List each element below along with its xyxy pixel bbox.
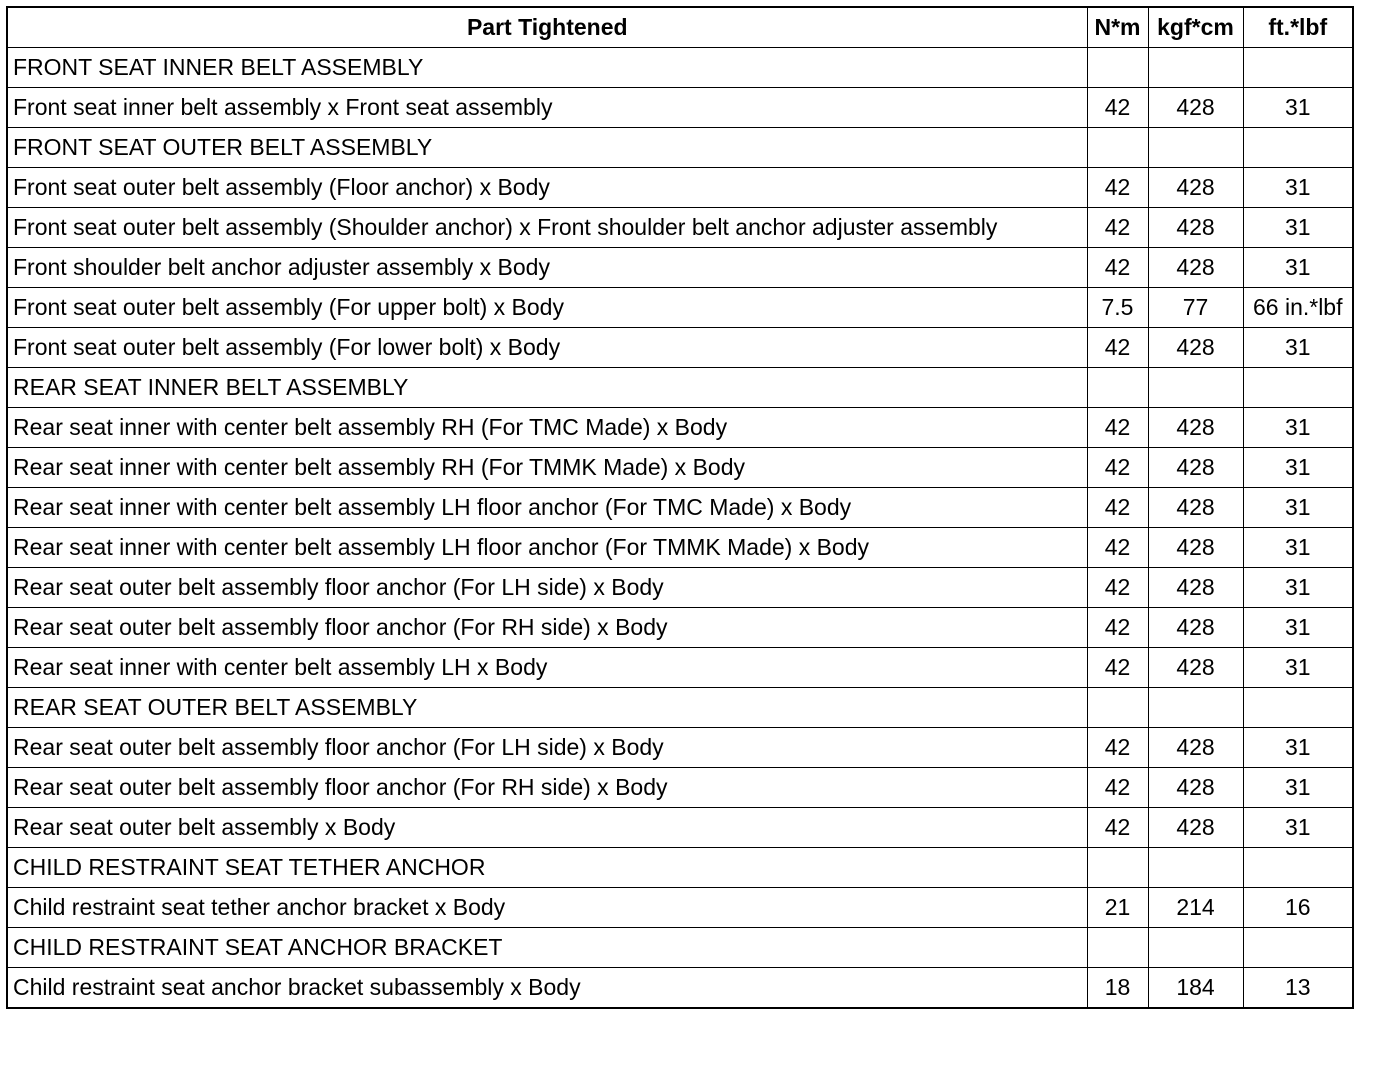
part-cell: Rear seat inner with center belt assembly RH (For TMMK Made) x Body [7,448,1087,488]
table-row [7,568,1353,608]
ft-lbf-cell: 16 [1243,888,1353,928]
table-row [7,328,1353,368]
ft-lbf-cell: 31 [1243,168,1353,208]
nm-cell: 21 [1087,888,1148,928]
nm-cell: 42 [1087,408,1148,448]
part-cell: CHILD RESTRAINT SEAT ANCHOR BRACKET [7,928,1087,968]
part-cell: Front seat inner belt assembly x Front seat assembly [7,88,1087,128]
part-cell: Rear seat inner with center belt assembly LH floor anchor (For TMMK Made) x Body [7,528,1087,568]
table-row [7,648,1353,688]
part-cell: Front seat outer belt assembly (For upper bolt) x Body [7,288,1087,328]
table-row [7,248,1353,288]
ft-lbf-cell: 31 [1243,88,1353,128]
kgf-cm-cell [1148,128,1243,168]
ft-lbf-cell: 13 [1243,968,1353,1009]
table-row [7,888,1353,928]
kgf-cm-cell [1148,928,1243,968]
kgf-cm-cell: 428 [1148,488,1243,528]
kgf-cm-cell: 428 [1148,168,1243,208]
nm-cell: 42 [1087,488,1148,528]
kgf-cm-cell: 428 [1148,88,1243,128]
ft-lbf-cell [1243,128,1353,168]
nm-cell [1087,848,1148,888]
nm-cell: 42 [1087,648,1148,688]
nm-cell [1087,128,1148,168]
table-row [7,688,1353,728]
part-cell: Rear seat outer belt assembly floor anchor (For LH side) x Body [7,568,1087,608]
ft-lbf-cell [1243,688,1353,728]
table-row [7,928,1353,968]
part-cell: REAR SEAT OUTER BELT ASSEMBLY [7,688,1087,728]
ft-lbf-cell: 31 [1243,408,1353,448]
ft-lbf-cell: 66 in.*lbf [1243,288,1353,328]
nm-cell: 42 [1087,528,1148,568]
ft-lbf-cell: 31 [1243,808,1353,848]
table-row [7,128,1353,168]
table-body [7,48,1353,1009]
part-cell: Rear seat outer belt assembly x Body [7,808,1087,848]
kgf-cm-cell: 428 [1148,328,1243,368]
part-cell: FRONT SEAT OUTER BELT ASSEMBLY [7,128,1087,168]
nm-cell: 7.5 [1087,288,1148,328]
ft-lbf-cell: 31 [1243,248,1353,288]
part-cell: Front seat outer belt assembly (For lower bolt) x Body [7,328,1087,368]
table-row [7,168,1353,208]
kgf-cm-cell: 428 [1148,648,1243,688]
kgf-cm-cell: 428 [1148,408,1243,448]
kgf-cm-cell [1148,368,1243,408]
table-row [7,288,1353,328]
header-part-tightened: Part Tightened [7,7,1087,48]
ft-lbf-cell: 31 [1243,528,1353,568]
kgf-cm-cell [1148,48,1243,88]
part-cell: Rear seat inner with center belt assembly LH x Body [7,648,1087,688]
part-cell: Front shoulder belt anchor adjuster assembly x Body [7,248,1087,288]
table-row [7,488,1353,528]
table-row [7,528,1353,568]
kgf-cm-cell: 428 [1148,808,1243,848]
nm-cell: 18 [1087,968,1148,1009]
part-cell: Front seat outer belt assembly (Shoulder anchor) x Front shoulder belt anchor adjuster assembly [7,208,1087,248]
ft-lbf-cell [1243,368,1353,408]
ft-lbf-cell: 31 [1243,448,1353,488]
kgf-cm-cell: 428 [1148,208,1243,248]
part-cell: Rear seat outer belt assembly floor anchor (For LH side) x Body [7,728,1087,768]
kgf-cm-cell: 428 [1148,608,1243,648]
header-kgf-cm: kgf*cm [1148,7,1243,48]
part-cell: Rear seat inner with center belt assembly LH floor anchor (For TMC Made) x Body [7,488,1087,528]
kgf-cm-cell: 77 [1148,288,1243,328]
part-cell: Rear seat outer belt assembly floor anchor (For RH side) x Body [7,768,1087,808]
part-cell: REAR SEAT INNER BELT ASSEMBLY [7,368,1087,408]
ft-lbf-cell: 31 [1243,568,1353,608]
table-row [7,808,1353,848]
part-cell: Child restraint seat anchor bracket subassembly x Body [7,968,1087,1009]
nm-cell: 42 [1087,328,1148,368]
ft-lbf-cell: 31 [1243,648,1353,688]
kgf-cm-cell [1148,688,1243,728]
part-cell: Front seat outer belt assembly (Floor anchor) x Body [7,168,1087,208]
table-row [7,968,1353,1009]
nm-cell [1087,368,1148,408]
table-row [7,848,1353,888]
nm-cell [1087,48,1148,88]
kgf-cm-cell [1148,848,1243,888]
nm-cell: 42 [1087,768,1148,808]
part-cell: Child restraint seat tether anchor bracket x Body [7,888,1087,928]
ft-lbf-cell: 31 [1243,608,1353,648]
table-row [7,728,1353,768]
ft-lbf-cell: 31 [1243,488,1353,528]
nm-cell: 42 [1087,808,1148,848]
ft-lbf-cell: 31 [1243,728,1353,768]
kgf-cm-cell: 214 [1148,888,1243,928]
header-nm: N*m [1087,7,1148,48]
nm-cell: 42 [1087,568,1148,608]
ft-lbf-cell [1243,928,1353,968]
header-ft-lbf: ft.*lbf [1243,7,1353,48]
kgf-cm-cell: 428 [1148,728,1243,768]
kgf-cm-cell: 428 [1148,768,1243,808]
part-cell: CHILD RESTRAINT SEAT TETHER ANCHOR [7,848,1087,888]
table-row [7,368,1353,408]
table-row [7,768,1353,808]
nm-cell [1087,688,1148,728]
kgf-cm-cell: 428 [1148,248,1243,288]
part-cell: FRONT SEAT INNER BELT ASSEMBLY [7,48,1087,88]
ft-lbf-cell: 31 [1243,208,1353,248]
table-row [7,448,1353,488]
ft-lbf-cell: 31 [1243,768,1353,808]
nm-cell: 42 [1087,728,1148,768]
table-row [7,48,1353,88]
part-cell: Rear seat inner with center belt assembly RH (For TMC Made) x Body [7,408,1087,448]
table-header-row [7,7,1353,48]
kgf-cm-cell: 428 [1148,528,1243,568]
ft-lbf-cell [1243,848,1353,888]
ft-lbf-cell [1243,48,1353,88]
table-row [7,208,1353,248]
kgf-cm-cell: 184 [1148,968,1243,1009]
table-row [7,608,1353,648]
table-row [7,88,1353,128]
nm-cell: 42 [1087,608,1148,648]
nm-cell: 42 [1087,168,1148,208]
nm-cell: 42 [1087,248,1148,288]
table-row [7,408,1353,448]
kgf-cm-cell: 428 [1148,568,1243,608]
ft-lbf-cell: 31 [1243,328,1353,368]
nm-cell: 42 [1087,448,1148,488]
part-cell: Rear seat outer belt assembly floor anchor (For RH side) x Body [7,608,1087,648]
nm-cell: 42 [1087,208,1148,248]
nm-cell [1087,928,1148,968]
torque-spec-table [6,6,1354,1009]
kgf-cm-cell: 428 [1148,448,1243,488]
nm-cell: 42 [1087,88,1148,128]
